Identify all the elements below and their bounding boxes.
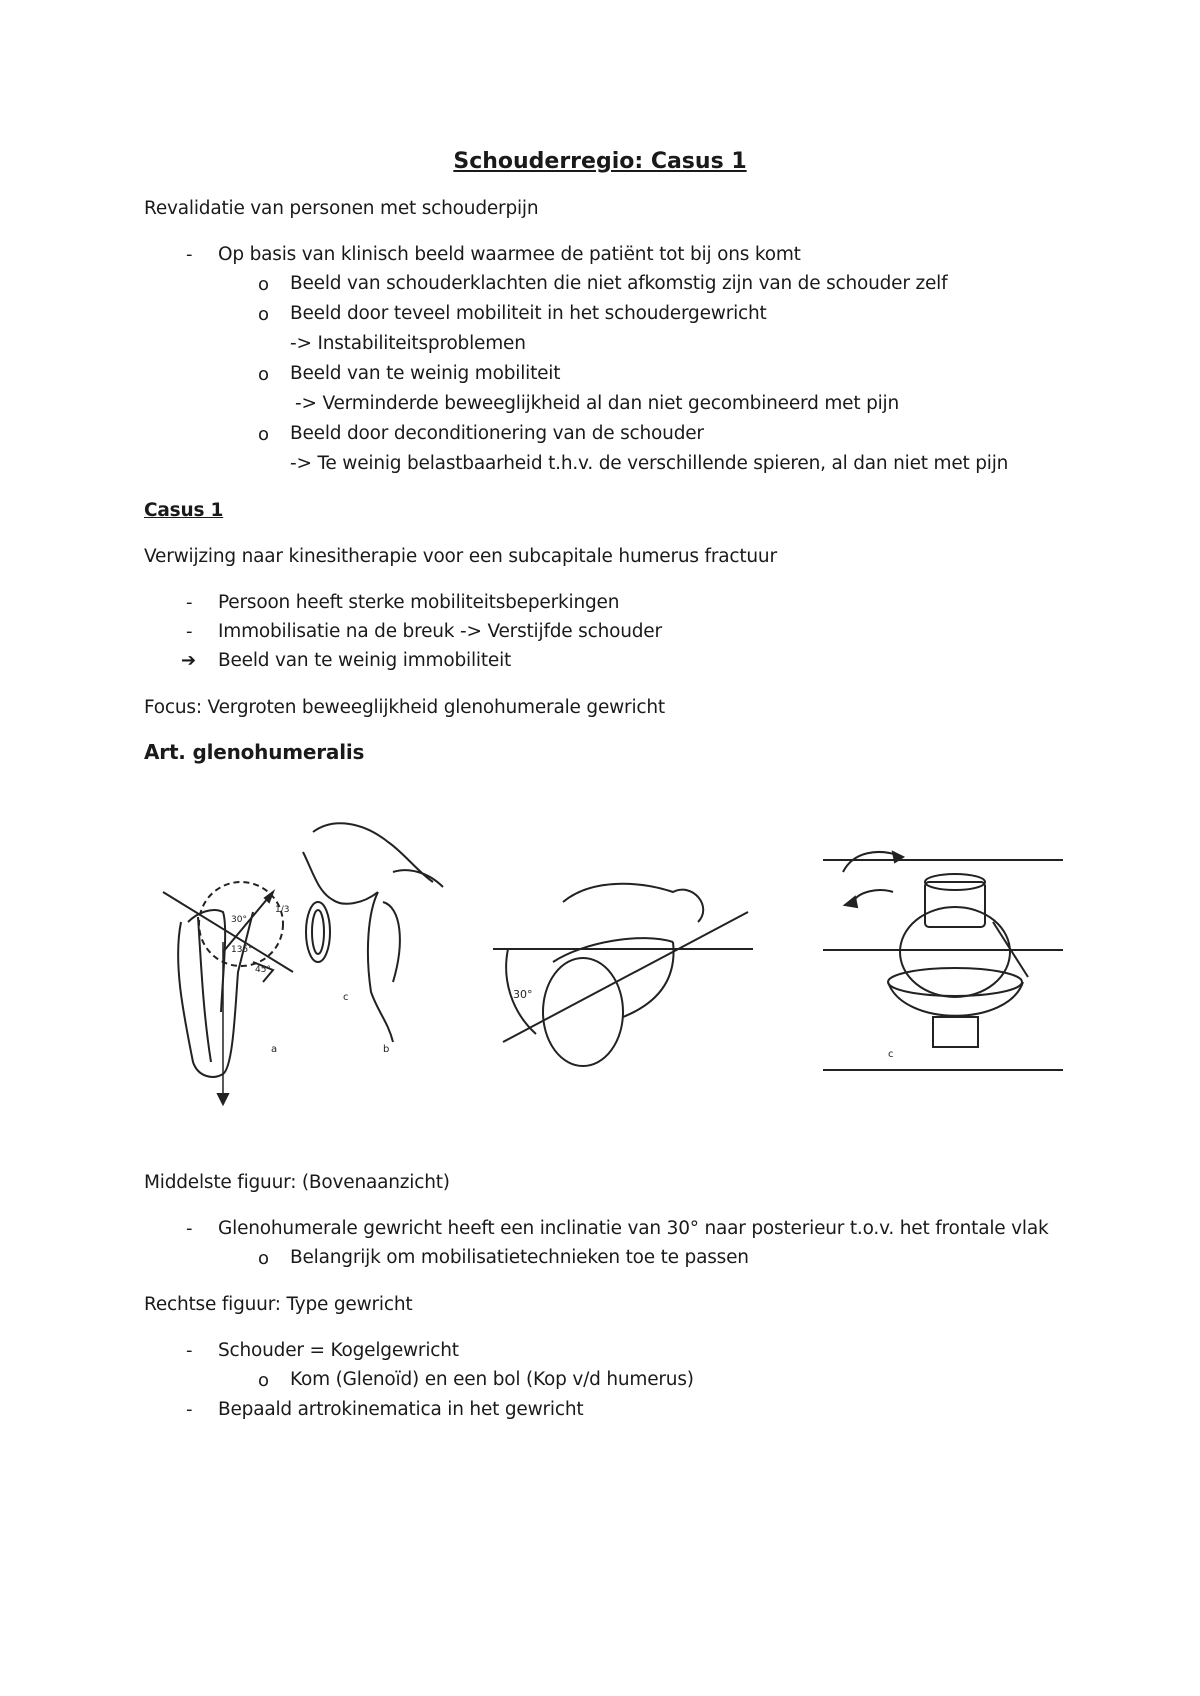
list-item: Glenohumerale gewricht heeft een inclinatie van 30° naar posterieur t.o.v. het frontale vlak	[218, 1218, 1049, 1239]
circle-bullet: o	[258, 274, 270, 295]
middle-figure-heading: Middelste figuur: (Bovenaanzicht)	[144, 1172, 450, 1193]
figure-label: c	[343, 992, 349, 1003]
dash-bullet: -	[186, 1340, 193, 1361]
dash-bullet: -	[186, 592, 193, 613]
dash-bullet: -	[186, 621, 193, 642]
sub-item-note: -> Verminderde beweeglijkheid al dan niet gecombineerd met pijn	[295, 393, 900, 414]
list-item: Immobilisatie na de breuk -> Verstijfde schouder	[218, 621, 662, 642]
list-item: Bepaald artrokinematica in het gewricht	[218, 1399, 584, 1420]
top-view-drawing	[493, 884, 753, 1066]
figure-label: 45°	[255, 965, 271, 975]
figure-label: 135°	[231, 945, 253, 955]
ball-socket-drawing	[823, 852, 1063, 1070]
circle-bullet: o	[258, 304, 270, 325]
figure-label: 30°	[231, 915, 247, 925]
circle-bullet: o	[258, 424, 270, 445]
shoulder-figure	[143, 812, 1063, 1108]
conclusion-text: Beeld van te weinig immobiliteit	[218, 650, 512, 671]
scapula-drawing	[303, 823, 443, 1055]
dash-bullet: -	[186, 244, 193, 265]
referral-text: Verwijzing naar kinesitherapie voor een subcapitale humerus fractuur	[144, 546, 777, 567]
circle-bullet: o	[258, 1248, 270, 1269]
list-item: Persoon heeft sterke mobiliteitsbeperkingen	[218, 592, 620, 613]
sub-item-note: -> Instabiliteitsproblemen	[290, 333, 526, 354]
list-item: Op basis van klinisch beeld waarmee de patiënt tot bij ons komt	[218, 244, 801, 265]
humerus-drawing	[163, 882, 293, 1104]
page-title: Schouderregio: Casus 1	[453, 149, 747, 174]
focus-text: Focus: Vergroten beweeglijkheid glenohumerale gewricht	[144, 697, 665, 718]
figure-label: 1/3	[275, 905, 290, 915]
figure-label: c	[888, 1049, 894, 1060]
sub-item: Belangrijk om mobilisatietechnieken toe te passen	[290, 1247, 749, 1268]
figure-label: a	[271, 1044, 278, 1055]
dash-bullet: -	[186, 1399, 193, 1420]
sub-item: Beeld door deconditionering van de schouder	[290, 423, 704, 444]
art-heading: Art. glenohumeralis	[144, 740, 365, 764]
intro-text: Revalidatie van personen met schouderpijn	[144, 198, 539, 219]
casus-heading: Casus 1	[144, 500, 224, 521]
sub-item: Kom (Glenoïd) en een bol (Kop v/d humerus)	[290, 1369, 694, 1390]
dash-bullet: -	[186, 1218, 193, 1239]
sub-item: Beeld van schouderklachten die niet afkomstig zijn van de schouder zelf	[290, 273, 948, 294]
figure-label: b	[383, 1044, 390, 1055]
sub-item: Beeld van te weinig mobiliteit	[290, 363, 561, 384]
circle-bullet: o	[258, 1370, 270, 1391]
sub-item-note: -> Te weinig belastbaarheid t.h.v. de verschillende spieren, al dan niet met pijn	[290, 453, 1009, 474]
sub-item: Beeld door teveel mobiliteit in het schoudergewricht	[290, 303, 767, 324]
arrow-icon: ➔	[181, 650, 197, 671]
list-item: Schouder = Kogelgewricht	[218, 1340, 459, 1361]
figure-label: 30°	[513, 988, 533, 1001]
circle-bullet: o	[258, 364, 270, 385]
right-figure-heading: Rechtse figuur: Type gewricht	[144, 1294, 413, 1315]
